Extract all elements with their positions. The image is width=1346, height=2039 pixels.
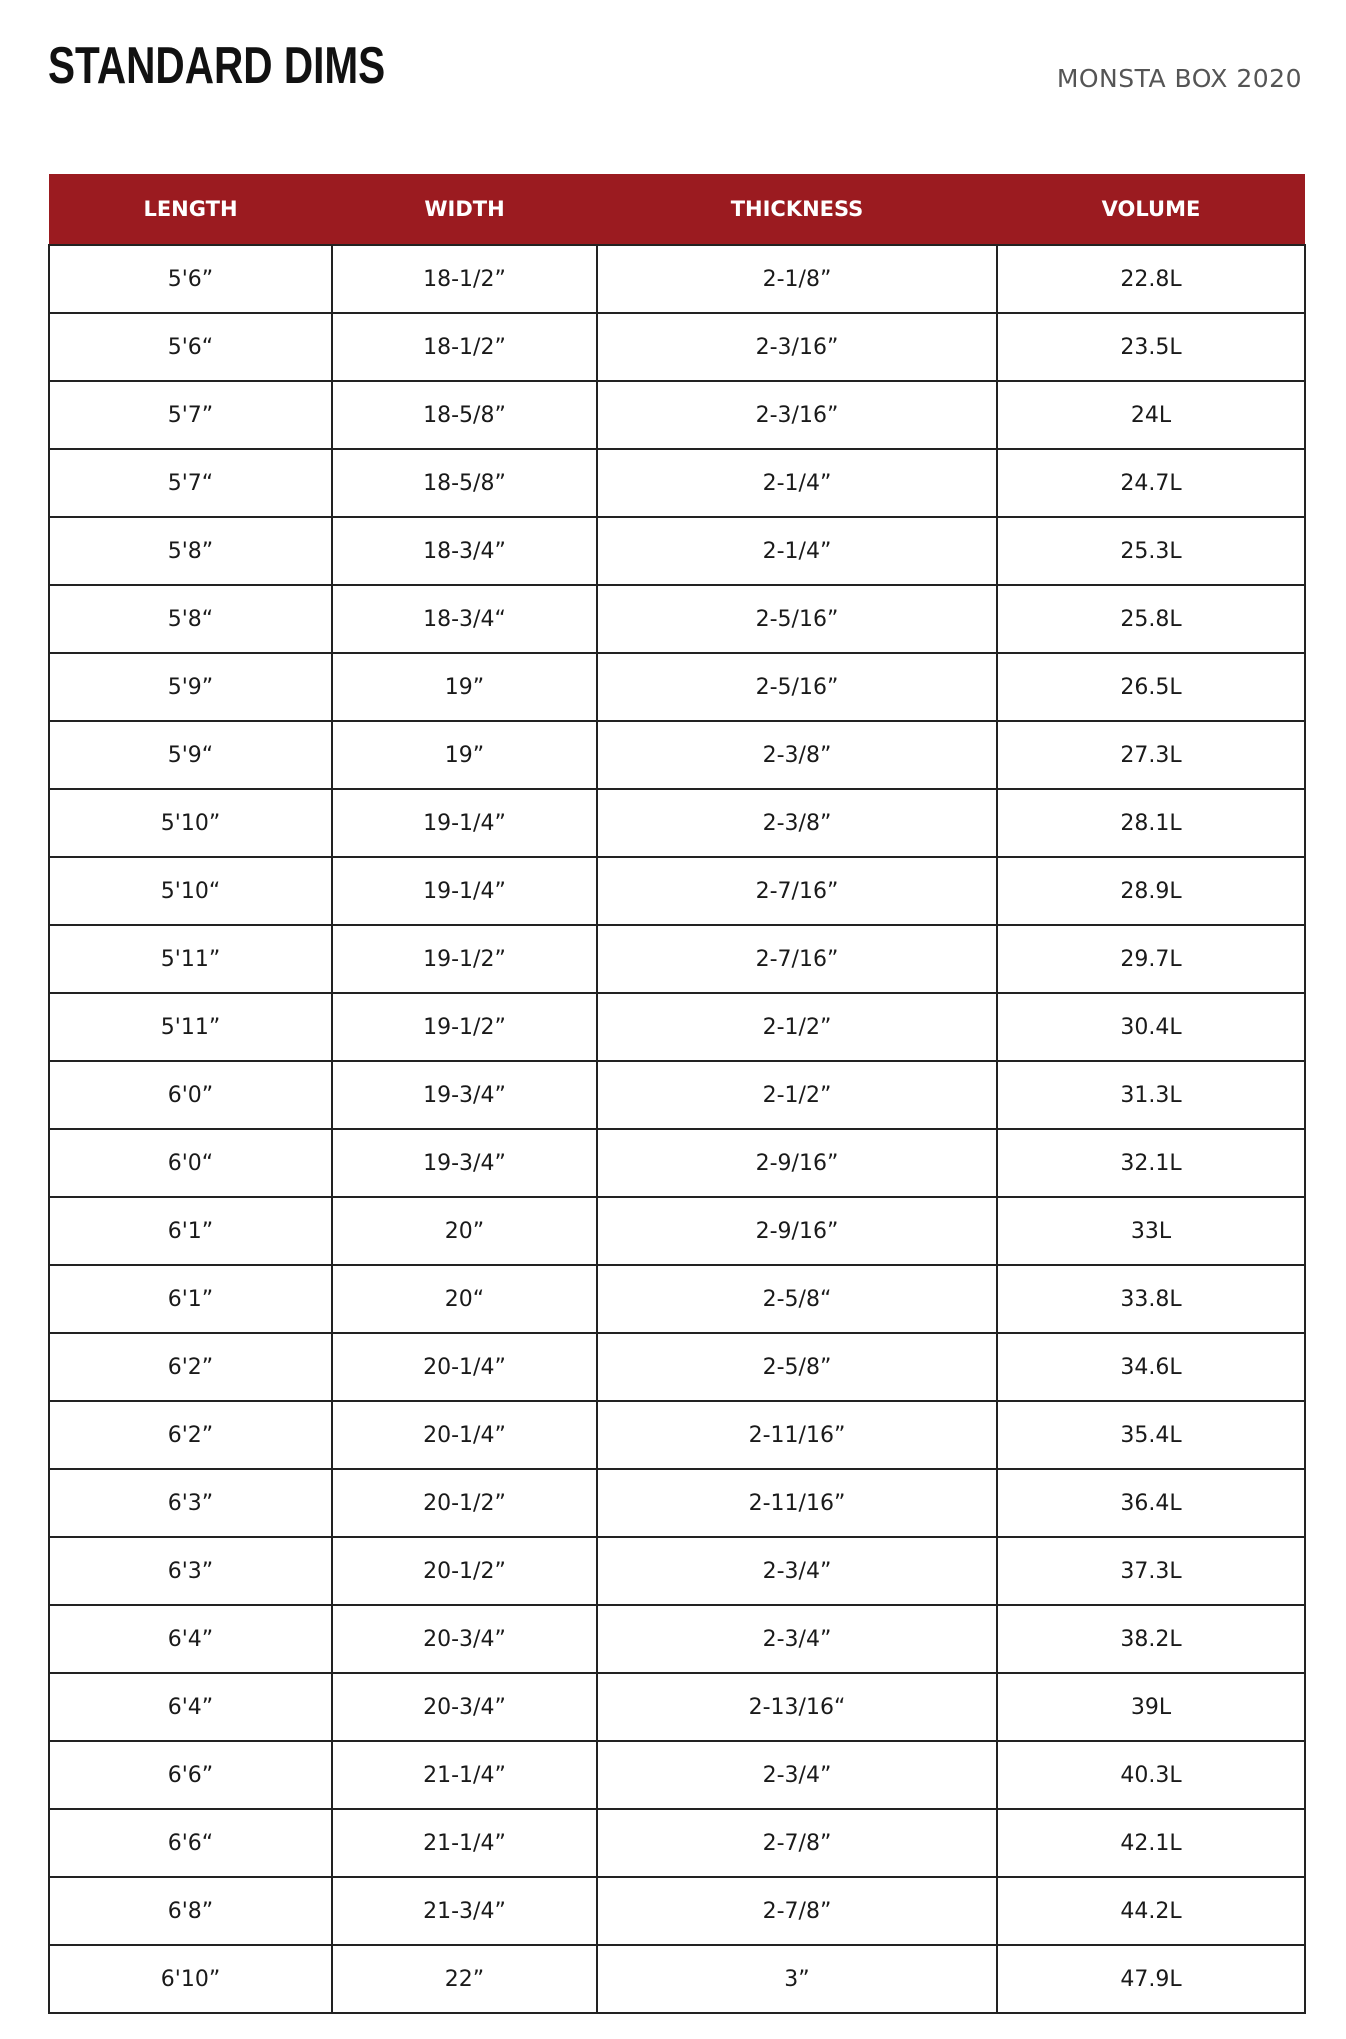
- volume-cell: 29.7L: [997, 925, 1305, 993]
- width-cell: 18-5/8”: [332, 449, 597, 517]
- table-body: [49, 245, 1305, 2013]
- width-cell: 19-1/4”: [332, 857, 597, 925]
- volume-cell: 27.3L: [997, 721, 1305, 789]
- thickness-cell: 2-13/16“: [597, 1673, 997, 1741]
- thickness-cell: 2-1/8”: [597, 245, 997, 313]
- thickness-cell: 2-7/8”: [597, 1809, 997, 1877]
- length-cell: 5'10”: [49, 789, 332, 857]
- table-row: [49, 653, 1305, 721]
- length-cell: 6'10”: [49, 1945, 332, 2013]
- volume-cell: 22.8L: [997, 245, 1305, 313]
- volume-cell: 30.4L: [997, 993, 1305, 1061]
- width-cell: 18-1/2”: [332, 313, 597, 381]
- table-row: [49, 1197, 1305, 1265]
- volume-cell: 40.3L: [997, 1741, 1305, 1809]
- thickness-cell: 3”: [597, 1945, 997, 2013]
- table-row: [49, 449, 1305, 517]
- width-cell: 21-1/4”: [332, 1809, 597, 1877]
- length-cell: 5'8”: [49, 517, 332, 585]
- column-header-length: LENGTH: [49, 174, 332, 245]
- width-cell: 19-1/4”: [332, 789, 597, 857]
- length-cell: 6'0”: [49, 1061, 332, 1129]
- table-row: [49, 585, 1305, 653]
- volume-cell: 31.3L: [997, 1061, 1305, 1129]
- table-row: [49, 517, 1305, 585]
- thickness-cell: 2-11/16”: [597, 1401, 997, 1469]
- thickness-cell: 2-3/4”: [597, 1605, 997, 1673]
- length-cell: 5'10“: [49, 857, 332, 925]
- table-row: [49, 1673, 1305, 1741]
- table-row: [49, 1741, 1305, 1809]
- table-header-row: [49, 174, 1305, 245]
- dimensions-table: [48, 174, 1306, 2014]
- volume-cell: 37.3L: [997, 1537, 1305, 1605]
- length-cell: 5'7“: [49, 449, 332, 517]
- table-header: [49, 174, 1305, 245]
- page-title: STANDARD DIMS: [48, 37, 386, 95]
- thickness-cell: 2-7/16”: [597, 857, 997, 925]
- length-cell: 6'8”: [49, 1877, 332, 1945]
- width-cell: 21-1/4”: [332, 1741, 597, 1809]
- thickness-cell: 2-5/16”: [597, 653, 997, 721]
- table-row: [49, 1401, 1305, 1469]
- table-row: [49, 1333, 1305, 1401]
- length-cell: 5'6”: [49, 245, 332, 313]
- length-cell: 5'6“: [49, 313, 332, 381]
- width-cell: 18-5/8”: [332, 381, 597, 449]
- volume-cell: 34.6L: [997, 1333, 1305, 1401]
- width-cell: 20-1/4”: [332, 1333, 597, 1401]
- table-row: [49, 1877, 1305, 1945]
- thickness-cell: 2-3/8”: [597, 721, 997, 789]
- width-cell: 18-1/2”: [332, 245, 597, 313]
- volume-cell: 33.8L: [997, 1265, 1305, 1333]
- width-cell: 20-1/2”: [332, 1469, 597, 1537]
- width-cell: 19”: [332, 653, 597, 721]
- width-cell: 20-1/4”: [332, 1401, 597, 1469]
- length-cell: 5'11”: [49, 993, 332, 1061]
- table-row: [49, 313, 1305, 381]
- volume-cell: 44.2L: [997, 1877, 1305, 1945]
- table-row: [49, 1469, 1305, 1537]
- length-cell: 5'9”: [49, 653, 332, 721]
- volume-cell: 28.1L: [997, 789, 1305, 857]
- table-row: [49, 245, 1305, 313]
- thickness-cell: 2-7/8”: [597, 1877, 997, 1945]
- thickness-cell: 2-9/16”: [597, 1129, 997, 1197]
- length-cell: 6'3”: [49, 1537, 332, 1605]
- thickness-cell: 2-5/8“: [597, 1265, 997, 1333]
- length-cell: 6'0“: [49, 1129, 332, 1197]
- thickness-cell: 2-1/4”: [597, 517, 997, 585]
- length-cell: 5'7”: [49, 381, 332, 449]
- length-cell: 6'6”: [49, 1741, 332, 1809]
- width-cell: 19”: [332, 721, 597, 789]
- thickness-cell: 2-3/4”: [597, 1741, 997, 1809]
- width-cell: 19-3/4”: [332, 1129, 597, 1197]
- width-cell: 20“: [332, 1265, 597, 1333]
- table-row: [49, 1945, 1305, 2013]
- table-row: [49, 925, 1305, 993]
- width-cell: 19-3/4”: [332, 1061, 597, 1129]
- table-row: [49, 789, 1305, 857]
- length-cell: 6'1”: [49, 1265, 332, 1333]
- length-cell: 5'9“: [49, 721, 332, 789]
- volume-cell: 26.5L: [997, 653, 1305, 721]
- length-cell: 6'6“: [49, 1809, 332, 1877]
- table-row: [49, 1537, 1305, 1605]
- volume-cell: 32.1L: [997, 1129, 1305, 1197]
- volume-cell: 25.3L: [997, 517, 1305, 585]
- volume-cell: 35.4L: [997, 1401, 1305, 1469]
- volume-cell: 36.4L: [997, 1469, 1305, 1537]
- thickness-cell: 2-3/4”: [597, 1537, 997, 1605]
- width-cell: 20-1/2”: [332, 1537, 597, 1605]
- thickness-cell: 2-3/16”: [597, 381, 997, 449]
- volume-cell: 39L: [997, 1673, 1305, 1741]
- table-row: [49, 1605, 1305, 1673]
- length-cell: 6'1”: [49, 1197, 332, 1265]
- thickness-cell: 2-5/16”: [597, 585, 997, 653]
- volume-cell: 25.8L: [997, 585, 1305, 653]
- column-header-width: WIDTH: [332, 174, 597, 245]
- column-header-thickness: THICKNESS: [597, 174, 997, 245]
- thickness-cell: 2-5/8”: [597, 1333, 997, 1401]
- width-cell: 20”: [332, 1197, 597, 1265]
- length-cell: 6'4”: [49, 1605, 332, 1673]
- thickness-cell: 2-9/16”: [597, 1197, 997, 1265]
- width-cell: 19-1/2”: [332, 925, 597, 993]
- volume-cell: 38.2L: [997, 1605, 1305, 1673]
- volume-cell: 23.5L: [997, 313, 1305, 381]
- volume-cell: 28.9L: [997, 857, 1305, 925]
- length-cell: 5'11”: [49, 925, 332, 993]
- thickness-cell: 2-1/4”: [597, 449, 997, 517]
- volume-cell: 33L: [997, 1197, 1305, 1265]
- thickness-cell: 2-3/8”: [597, 789, 997, 857]
- thickness-cell: 2-7/16”: [597, 925, 997, 993]
- volume-cell: 47.9L: [997, 1945, 1305, 2013]
- volume-cell: 42.1L: [997, 1809, 1305, 1877]
- table-row: [49, 1129, 1305, 1197]
- table-row: [49, 1061, 1305, 1129]
- width-cell: 22”: [332, 1945, 597, 2013]
- width-cell: 20-3/4”: [332, 1673, 597, 1741]
- thickness-cell: 2-3/16”: [597, 313, 997, 381]
- column-header-volume: VOLUME: [997, 174, 1305, 245]
- width-cell: 21-3/4”: [332, 1877, 597, 1945]
- volume-cell: 24.7L: [997, 449, 1305, 517]
- length-cell: 6'2”: [49, 1401, 332, 1469]
- page-subtitle: MONSTA BOX 2020: [1056, 64, 1302, 93]
- table-row: [49, 1809, 1305, 1877]
- table-row: [49, 993, 1305, 1061]
- thickness-cell: 2-1/2”: [597, 1061, 997, 1129]
- width-cell: 19-1/2”: [332, 993, 597, 1061]
- table-row: [49, 381, 1305, 449]
- width-cell: 18-3/4“: [332, 585, 597, 653]
- length-cell: 6'4”: [49, 1673, 332, 1741]
- length-cell: 6'3”: [49, 1469, 332, 1537]
- length-cell: 5'8“: [49, 585, 332, 653]
- volume-cell: 24L: [997, 381, 1305, 449]
- length-cell: 6'2”: [49, 1333, 332, 1401]
- thickness-cell: 2-1/2”: [597, 993, 997, 1061]
- width-cell: 20-3/4”: [332, 1605, 597, 1673]
- table-row: [49, 857, 1305, 925]
- thickness-cell: 2-11/16”: [597, 1469, 997, 1537]
- table-row: [49, 1265, 1305, 1333]
- width-cell: 18-3/4”: [332, 517, 597, 585]
- table-row: [49, 721, 1305, 789]
